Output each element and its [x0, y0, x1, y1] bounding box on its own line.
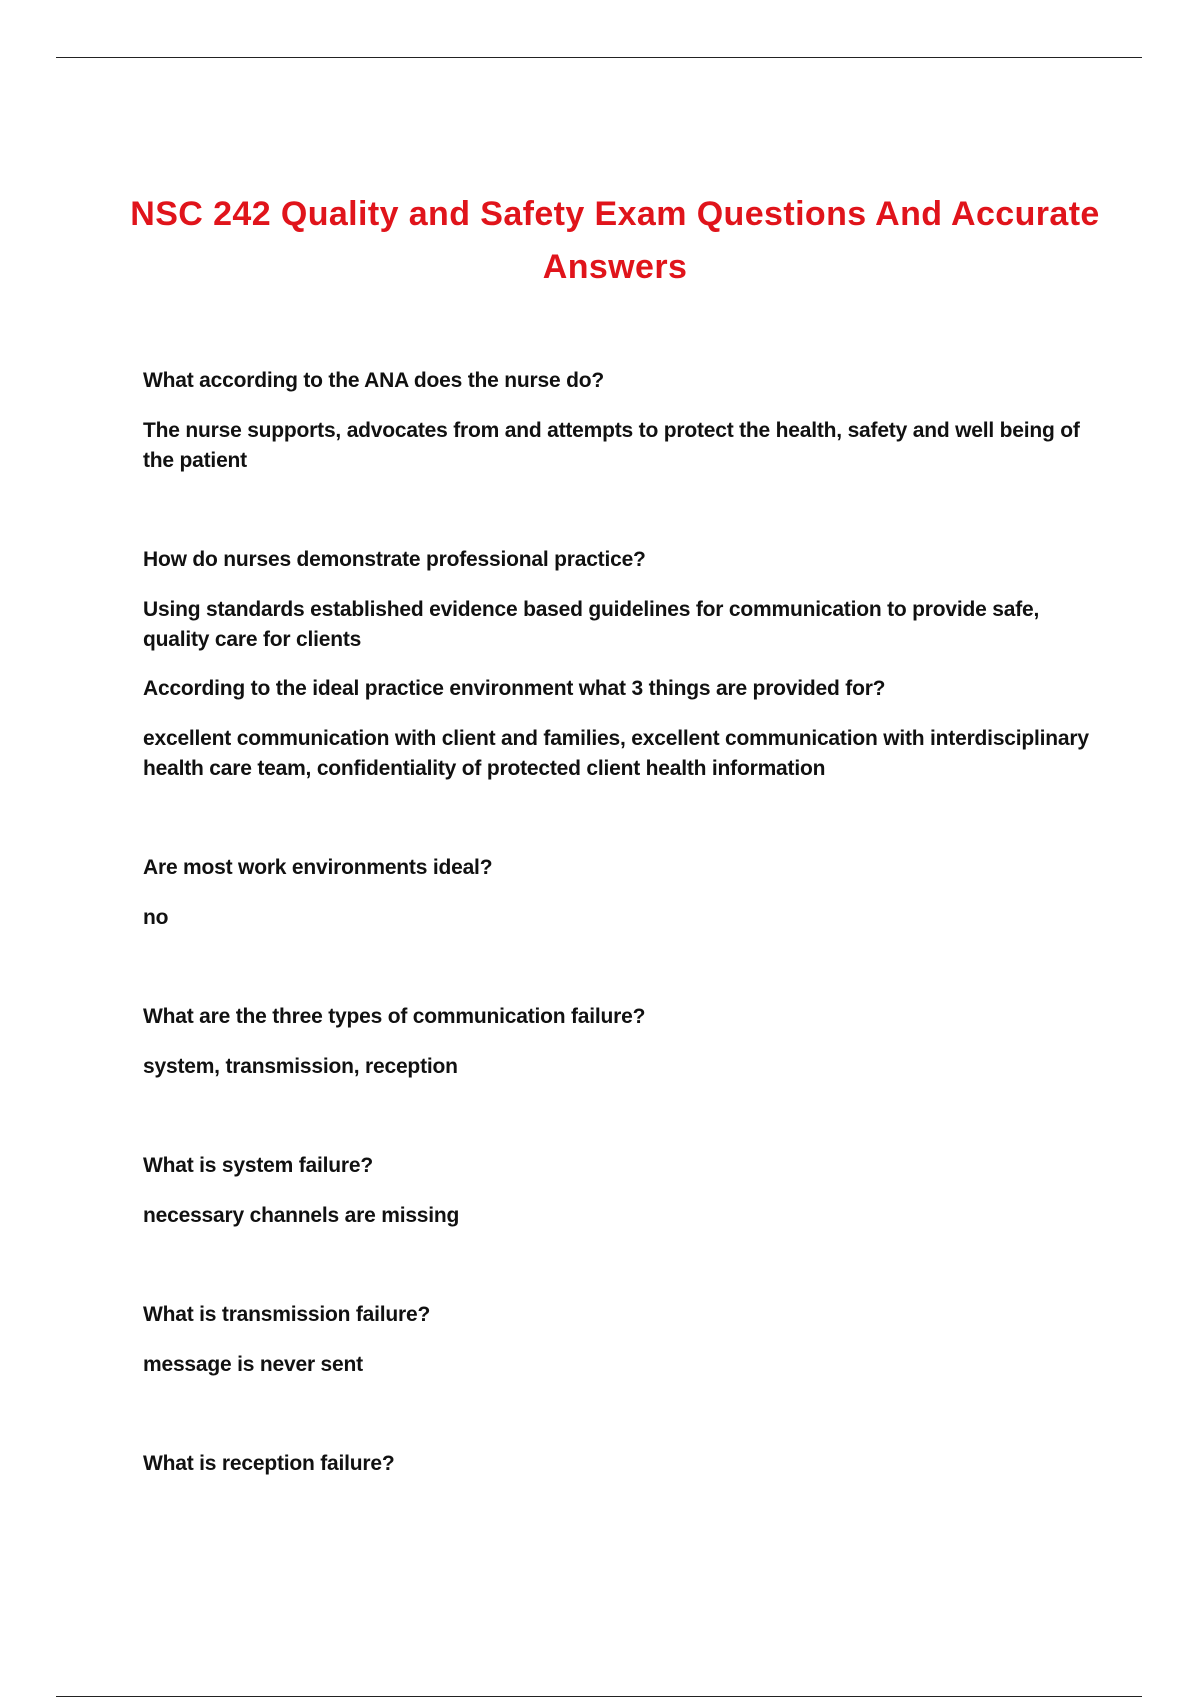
answer-6: necessary channels are missing — [143, 1204, 460, 1227]
top-rule — [56, 57, 1142, 58]
question-5: What are the three types of communication failure? — [143, 1005, 646, 1028]
bottom-rule — [56, 1696, 1142, 1697]
answer-5: system, transmission, reception — [143, 1055, 458, 1078]
answer-3: excellent communication with client and families, excellent communication with interdisciplinary health care team, confidentiality of protected client health information — [143, 727, 1089, 780]
question-4: Are most work environments ideal? — [143, 856, 493, 879]
question-1: What according to the ANA does the nurse do? — [143, 369, 604, 392]
question-6: What is system failure? — [143, 1154, 373, 1177]
answer-7: message is never sent — [143, 1353, 363, 1376]
question-8: What is reception failure? — [143, 1452, 395, 1475]
question-7: What is transmission failure? — [143, 1303, 431, 1326]
answer-1: The nurse supports, advocates from and attempts to protect the health, safety and well being of the patient — [143, 419, 1080, 472]
question-3: According to the ideal practice environment what 3 things are provided for? — [143, 677, 886, 700]
answer-4: no — [143, 906, 169, 929]
question-2: How do nurses demonstrate professional practice? — [143, 548, 646, 571]
answer-2: Using standards established evidence based guidelines for communication to provide safe, quality care for clients — [143, 598, 1040, 651]
document-title: NSC 242 Quality and Safety Exam Questions And Accurate Answers — [130, 195, 1100, 286]
